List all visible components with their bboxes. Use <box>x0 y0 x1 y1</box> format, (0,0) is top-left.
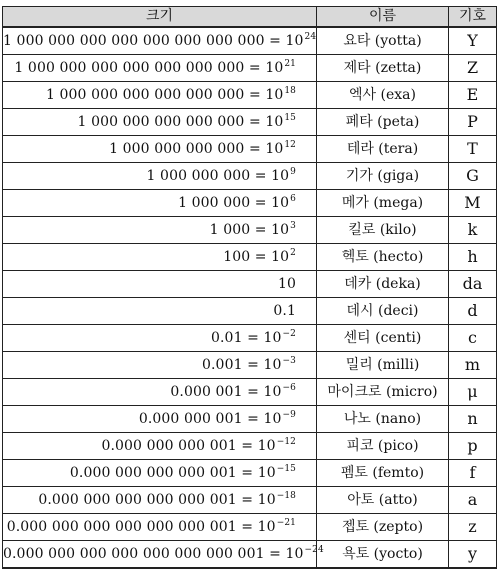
symbol-cell: f <box>449 460 497 487</box>
symbol-cell: Z <box>449 55 497 82</box>
name-cell: 펨토 (femto) <box>317 460 449 487</box>
table-row <box>3 541 497 569</box>
name-cell: 마이크로 (micro) <box>317 379 449 406</box>
size-exponent: 18 <box>284 86 296 96</box>
table-row <box>3 460 497 487</box>
symbol-cell: P <box>449 109 497 136</box>
header-name: 이름 <box>317 7 449 28</box>
symbol-cell: p <box>449 433 497 460</box>
table-row <box>3 55 497 82</box>
size-exponent: 21 <box>284 59 296 69</box>
table-row <box>3 136 497 163</box>
symbol-cell: h <box>449 244 497 271</box>
size-value: 1 000 000 000 = 10 <box>146 168 290 184</box>
size-cell <box>3 163 317 190</box>
size-value: 1 000 = 10 <box>209 222 290 238</box>
name-cell: 젭토 (zepto) <box>317 514 449 541</box>
size-cell <box>3 55 317 82</box>
table-row <box>3 325 497 352</box>
size-exponent: −2 <box>282 329 296 339</box>
symbol-cell: n <box>449 406 497 433</box>
name-cell: 헥토 (hecto) <box>317 244 449 271</box>
size-cell <box>3 487 317 514</box>
table-row <box>3 109 497 136</box>
name-cell: 센티 (centi) <box>317 325 449 352</box>
size-exponent: −12 <box>276 437 296 447</box>
name-cell: 엑사 (exa) <box>317 82 449 109</box>
size-cell <box>3 460 317 487</box>
size-value: 1 000 000 000 000 = 10 <box>109 141 284 157</box>
size-exponent: −18 <box>276 491 296 501</box>
size-value: 0.000 001 = 10 <box>170 384 282 400</box>
table-row <box>3 379 497 406</box>
name-cell: 기가 (giga) <box>317 163 449 190</box>
size-value: 100 = 10 <box>223 249 290 265</box>
size-exponent: 2 <box>290 248 296 258</box>
size-value: 0.000 000 000 000 000 000 000 001 = 10 <box>3 546 304 562</box>
size-cell <box>3 109 317 136</box>
size-cell <box>3 514 317 541</box>
name-cell: 페타 (peta) <box>317 109 449 136</box>
table-row <box>3 352 497 379</box>
size-value: 0.01 = 10 <box>211 330 282 346</box>
symbol-cell: da <box>449 271 497 298</box>
name-cell: 테라 (tera) <box>317 136 449 163</box>
table-header <box>3 7 497 28</box>
size-cell <box>3 271 317 298</box>
table-row <box>3 298 497 325</box>
size-cell <box>3 82 317 109</box>
size-cell <box>3 217 317 244</box>
name-cell: 요타 (yotta) <box>317 27 449 55</box>
symbol-cell: m <box>449 352 497 379</box>
size-cell <box>3 379 317 406</box>
symbol-cell: z <box>449 514 497 541</box>
table-row <box>3 433 497 460</box>
table-row <box>3 244 497 271</box>
size-cell <box>3 136 317 163</box>
size-value: 1 000 000 = 10 <box>178 195 290 211</box>
table-row <box>3 406 497 433</box>
size-exponent: −21 <box>276 518 296 528</box>
table-row <box>3 82 497 109</box>
size-exponent: 6 <box>290 194 296 204</box>
size-exponent: −3 <box>282 356 296 366</box>
size-cell <box>3 190 317 217</box>
symbol-cell: c <box>449 325 497 352</box>
size-value: 1 000 000 000 000 000 000 000 = 10 <box>14 60 284 76</box>
table-row <box>3 487 497 514</box>
size-value: 10 <box>277 276 296 292</box>
size-value: 0.000 000 000 000 001 = 10 <box>69 465 276 481</box>
size-exponent: −6 <box>282 383 296 393</box>
size-exponent: 12 <box>284 140 296 150</box>
symbol-cell: a <box>449 487 497 514</box>
size-value: 0.001 = 10 <box>202 357 282 373</box>
table-row <box>3 271 497 298</box>
table-row <box>3 27 497 55</box>
name-cell: 피코 (pico) <box>317 433 449 460</box>
si-prefix-table <box>2 6 497 569</box>
size-exponent: −9 <box>282 410 296 420</box>
symbol-cell: Y <box>449 27 497 55</box>
size-exponent: 15 <box>284 113 296 123</box>
size-exponent: −24 <box>304 545 324 555</box>
size-value: 1 000 000 000 000 000 000 = 10 <box>45 87 284 103</box>
size-value: 0.1 <box>273 303 296 319</box>
size-cell <box>3 541 324 569</box>
size-exponent: 3 <box>290 221 296 231</box>
size-exponent: 24 <box>304 32 317 42</box>
size-value: 1 000 000 000 000 000 = 10 <box>77 114 284 130</box>
size-value: 0.000 000 000 001 = 10 <box>101 438 276 454</box>
name-cell: 데시 (deci) <box>317 298 449 325</box>
symbol-cell: y <box>449 541 497 569</box>
name-cell: 킬로 (kilo) <box>317 217 449 244</box>
size-cell <box>3 352 317 379</box>
size-exponent: −15 <box>276 464 296 474</box>
name-cell: 데카 (deka) <box>317 271 449 298</box>
symbol-cell: G <box>449 163 497 190</box>
size-cell <box>3 433 317 460</box>
symbol-cell: k <box>449 217 497 244</box>
name-cell: 제타 (zetta) <box>317 55 449 82</box>
size-exponent: 9 <box>290 167 296 177</box>
size-value: 0.000 000 000 000 000 001 = 10 <box>38 492 276 508</box>
header-symbol: 기호 <box>449 7 497 28</box>
symbol-cell: μ <box>449 379 497 406</box>
size-value: 1 000 000 000 000 000 000 000 000 = 10 <box>3 33 304 49</box>
table-row <box>3 190 497 217</box>
table-row <box>3 217 497 244</box>
table-row <box>3 163 497 190</box>
name-cell: 나노 (nano) <box>317 406 449 433</box>
size-value: 0.000 000 000 000 000 000 001 = 10 <box>6 519 276 535</box>
size-cell <box>3 406 317 433</box>
size-cell <box>3 325 317 352</box>
size-cell <box>3 244 317 271</box>
symbol-cell: T <box>449 136 497 163</box>
header-size: 크기 <box>3 7 317 28</box>
size-cell <box>3 298 317 325</box>
name-cell: 밀리 (milli) <box>317 352 449 379</box>
name-cell: 메가 (mega) <box>317 190 449 217</box>
name-cell: 아토 (atto) <box>317 487 449 514</box>
table-body <box>3 27 497 568</box>
size-value: 0.000 000 001 = 10 <box>138 411 282 427</box>
symbol-cell: M <box>449 190 497 217</box>
name-cell: 욕토 (yocto) <box>317 541 449 569</box>
symbol-cell: E <box>449 82 497 109</box>
table-row <box>3 514 497 541</box>
size-cell <box>3 27 317 55</box>
header-row <box>3 7 497 28</box>
symbol-cell: d <box>449 298 497 325</box>
